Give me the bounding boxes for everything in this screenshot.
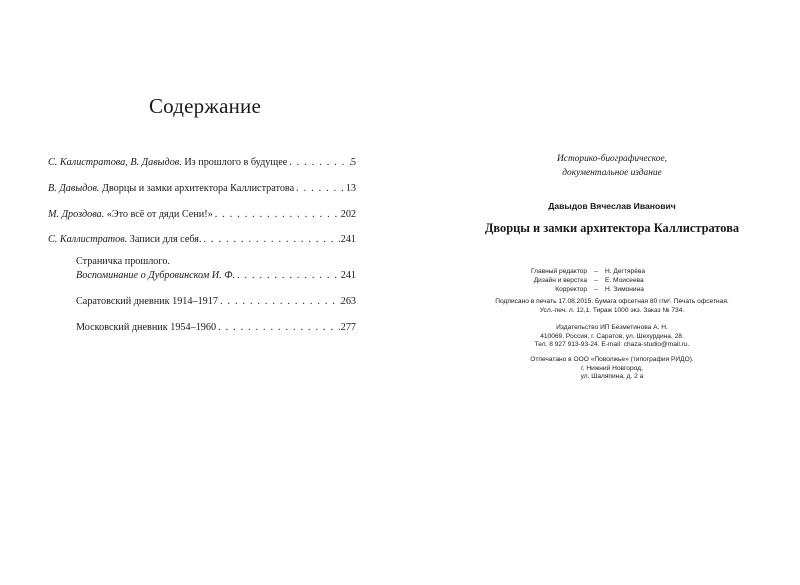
printer-line: Отпечатано в ООО «Поволжье» (типография РИДО). <box>530 356 694 363</box>
print-line: Подписано в печать 17.08.2015. Бумага офсетная 80 г/м². Печать офсетная. <box>495 298 729 305</box>
toc-subentry[interactable] <box>76 322 356 333</box>
credit-role: Корректор <box>555 286 587 293</box>
toc-leader-dots <box>235 270 341 281</box>
credit-name: Н. Дегтярёва <box>605 268 645 275</box>
credit-name: Н. Зимонина <box>605 286 644 293</box>
publisher-line: 410069, Россия, г. Саратов, ул. Шехурдина, 28. <box>540 332 684 340</box>
printer-line: ул. Шаляпина, д. 2 а <box>580 373 644 381</box>
toc-entry[interactable] <box>48 183 356 194</box>
credit-row <box>500 285 645 294</box>
toc-leader-dots <box>202 234 341 245</box>
toc-subentry[interactable] <box>76 270 356 281</box>
printer-details <box>462 356 762 382</box>
toc-entry[interactable] <box>48 209 356 220</box>
toc-subentry-text: Воспоминание о Дубровинском И. Ф. <box>76 270 235 281</box>
credit-role: Дизайн и верстка <box>533 277 587 284</box>
toc-leader-dots <box>294 183 346 194</box>
toc-leader-dots <box>287 157 351 168</box>
print-details <box>462 298 762 315</box>
credit-dash: – <box>594 286 598 293</box>
toc-leader-dots <box>218 296 341 307</box>
book-author: Давыдов Вячеслав Иванович <box>548 201 676 211</box>
credit-dash: – <box>594 268 598 275</box>
toc-leader-dots <box>213 209 341 220</box>
credit-dash: – <box>594 277 598 284</box>
toc-subentry-page: 241 <box>340 270 356 281</box>
toc-entry-author: М. Дроздова. <box>48 209 105 220</box>
toc-entry-author: В. Давыдов. <box>48 183 100 194</box>
publisher-contact[interactable]: Тел. 8 927 913-93-24. E-mail: chaza-studio@mail.ru. <box>534 341 690 349</box>
toc-entry-page: 202 <box>340 209 356 220</box>
toc-title: Содержание <box>148 94 262 118</box>
toc-subentry-page: 263 <box>340 296 356 307</box>
publisher-details <box>462 324 762 350</box>
toc-subsection-heading: Страничка прошлого. <box>76 256 170 267</box>
book-title: Дворцы и замки архитектора Каллистратова <box>484 221 740 235</box>
toc-subentry-text: Московский дневник 1954–1960 <box>76 322 217 333</box>
toc-subentry[interactable] <box>76 296 356 307</box>
edition-line: документальное издание <box>562 168 662 178</box>
credits-list <box>500 267 645 294</box>
toc-entry[interactable] <box>48 157 356 168</box>
toc-entry[interactable] <box>48 234 356 245</box>
credit-row <box>500 267 645 276</box>
toc-subentry-text: Саратовский дневник 1914–1917 <box>76 296 218 307</box>
credit-row <box>500 276 645 285</box>
edition-type <box>462 152 762 180</box>
toc-entry-author: С. Калистратова, В. Давыдов. <box>48 157 182 168</box>
right-page <box>400 0 800 585</box>
toc-entry-page: 13 <box>345 183 356 194</box>
credit-name: Е. Моисеева <box>605 277 644 284</box>
toc-subentry-page: 277 <box>340 322 356 333</box>
credit-role: Главный редактор <box>530 268 587 275</box>
publisher-line: Издательство ИП Безметинова А. Н. <box>556 324 668 331</box>
toc-entry-text: Дворцы и замки архитектора Каллистратова <box>99 183 295 194</box>
edition-line: Историко-биографическое, <box>557 154 667 164</box>
toc-entry-page: 241 <box>340 234 356 245</box>
toc-entry-text: Из прошлого в будущее <box>181 157 288 168</box>
toc-entry-text: «Это всё от дяди Сени!» <box>104 209 213 220</box>
toc-entry-author: С. Каллистратов. <box>48 234 128 245</box>
toc-leader-dots <box>216 322 341 333</box>
toc-entry-page: 5 <box>350 157 356 168</box>
print-line: Усл.-печ. л. 12,1. Тираж 1000 экз. Заказ № 734. <box>539 306 685 314</box>
toc-entry-text: Записи для себя. <box>127 234 202 245</box>
printer-line: г. Нижний Новгород, <box>581 364 643 372</box>
